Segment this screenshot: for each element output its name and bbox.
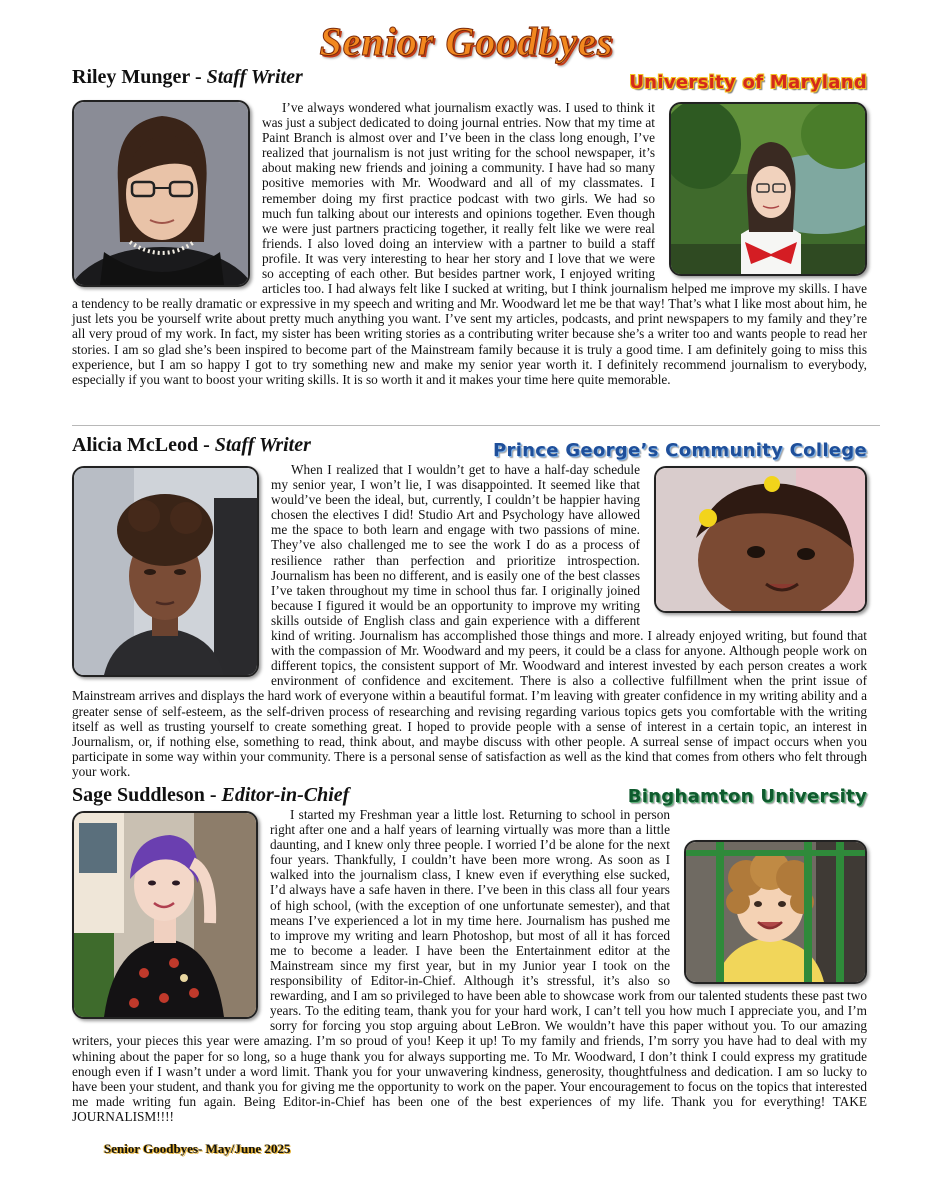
senior-name: Riley Munger - — [72, 66, 207, 88]
senior-section-sage — [72, 784, 867, 1124]
senior-name-heading — [72, 784, 349, 807]
page-title: Senior Goodbyes — [319, 19, 614, 64]
senior-name-heading — [72, 66, 303, 89]
college-name: University of Maryland — [629, 72, 867, 93]
senior-section-alicia — [72, 434, 867, 779]
senior-body — [72, 462, 867, 779]
senior-essay: When I realized that I wouldn’t get to have a half-day schedule my senior year, I won’t lie, I was disappointed. It seemed like that would’ve been the ideal, but, currently, I couldn’t be happier having chosen the electives I did! Studio Art and Psychology have allowed me the space to both learn and engage with two passions of mine. They’ve also challenged me to see the work I do as a process of resilience rather than perfection and prioritize introspection. Journalism has been no different, and is easily one of the best classes I’ve taken throughout my time in school thus far. I originally joined because I figured it would be an opportunity to improve my writing skills outside of English class and gain experience with a different kind of writing. Journalism has accomplished those things and more. I already enjoyed writing, but found that with the compassion of Mr. Woodward and my peers, it could be a class for anyone. Although people work on different topics, the consistent support of Mr. Woodward and interest invested by each person creates a work environment of confidence and excitement. There is also a collective fulfillment when the print issue of Mainstream arrives and displays the hard work of everyone within a beautiful format. I’m leaving with greater confidence in my writing ability and a greater sense of self-esteem, as the self-driven process of researching and revising regarding various topics gets you comfortable with the writing itself as well as trusting yourself to create something great. I hoped to provide people with a sense of interest in a certain topic, an interest in Journalism, or, if nothing else, something to read, think about, and maybe discuss with other people. A surreal sense of impact occurs when you participate in some way within your community. There is a personal sense of satisfaction as well as the kind that comes from others who felt through your work. — [72, 462, 867, 779]
senior-body — [72, 100, 867, 387]
senior-role: Staff Writer — [214, 434, 311, 456]
alicia-senior-portrait — [72, 466, 259, 677]
sage-childhood-photo — [684, 840, 867, 984]
sage-senior-portrait — [72, 811, 258, 1019]
page-footer: Senior Goodbyes- May/June 2025 — [104, 1141, 291, 1156]
senior-essay: I’ve always wondered what journalism exactly was. I used to think it was just a subject dedicated to doing journal entries. Now that my time at Paint Branch is almost over and I’ve been in the class long enough, I’ve realized that journalism is not just writing for the school newspaper, it’s about making new friends and joining a community. I have had so many positive memories with Mr. Woodward and all of my classmates. I remember doing my first practice podcast with two girls. We had so much fun talking about our interests and opinions together. Even though we were just partners practicing together, it really felt like we were real friends. I also loved doing an interview with a partner to build a staff profile. It was very interesting to hear her story and I love that we were so accepting of each other. But besides partner work, I enjoyed writing articles too. I had always felt like I sucked at writing, but I think journalism helped me improve my skills. I have a tendency to be really dramatic or expressive in my speech and writing and Mr. Woodward let me be that way! That’s what I like most about him, he just lets you be yourself write about pretty much anything you want. I’ve sent my articles, podcasts, and print newspapers to my family and they’re all very proud of my work. In fact, my sister has been writing stories as a contributing writer because she’s a writer too and wants people to read her stories. I am so glad she’s been inspired to become part of the Mainstream family because it is truly a good time. I am definitely going to miss this experience, but I am so happy I got to try something new and make my senior year worth it. I definitely recommend journalism to everybody, especially if you want to boost your writing skills. It is so worth it and it makes your time here quite memorable. — [72, 100, 867, 387]
senior-role: Staff Writer — [206, 66, 303, 88]
senior-name: Sage Suddleson - — [72, 784, 222, 806]
senior-section-riley — [72, 66, 867, 406]
alicia-childhood-photo — [654, 466, 867, 613]
college-name: Prince George’s Community College — [493, 440, 867, 461]
section-divider — [72, 425, 880, 426]
college-name: Binghamton University — [627, 786, 867, 807]
senior-role: Editor-in-Chief — [221, 784, 350, 806]
senior-name: Alicia McLeod - — [72, 434, 215, 456]
senior-body — [72, 807, 867, 1124]
senior-essay: I started my Freshman year a little lost. Returning to school in person right after one and a half years of learning virtually was more than a little daunting, and I knew only three people. I worried I’d be alone for the next four years. Thankfully, I couldn’t have been more wrong. As soon as I walked into the journalism class, I knew even if everything else sucked, I’d always have a safe haven in there. I’ve been in this class all four years of high school, (with the exception of one unfortunate semester), and that means I’ve experienced a lot in my time here. Journalism has pushed me to improve my writing and learn Photoshop, but most of all it has forced me to become a leader. I have been the Entertainment editor at the Mainstream since my first year, but in my Junior year I took on the responsibility of Editor-in-Chief. Although it’s stressful, it’s also so rewarding, and I am so privileged to have been able to showcase work from our talented students these past two years. To the editing team, thank you for your hard work, I can’t tell you how much I appreciate you, and I’m sorry for forcing you stop arguing about LeBron. We wouldn’t have this paper without you. To our amazing writers, your pieces this year were amazing. I’m so proud of you! Keep it up! To my family and friends, I’m sorry you have had to deal with my whining about the paper for so long, so a huge thank you for always supporting me. To Mr. Woodward, I don’t think I could express my gratitude enough even if I wasn’t under a word limit. Thank you for your unwavering kindness, generosity, thoughtfulness and dedication. I am so lucky to have been your student, and thank you for giving me the opportunity to work on the paper. Your encouragement to focus on the topics that interested me made writing fun again. Being Editor-in-Chief has been one of the best experiences of my life. Thank you for everything! TAKE JOURNALISM!!!! — [72, 807, 867, 1124]
senior-name-heading — [72, 434, 311, 457]
riley-senior-portrait — [72, 100, 250, 287]
riley-childhood-photo — [669, 102, 867, 276]
